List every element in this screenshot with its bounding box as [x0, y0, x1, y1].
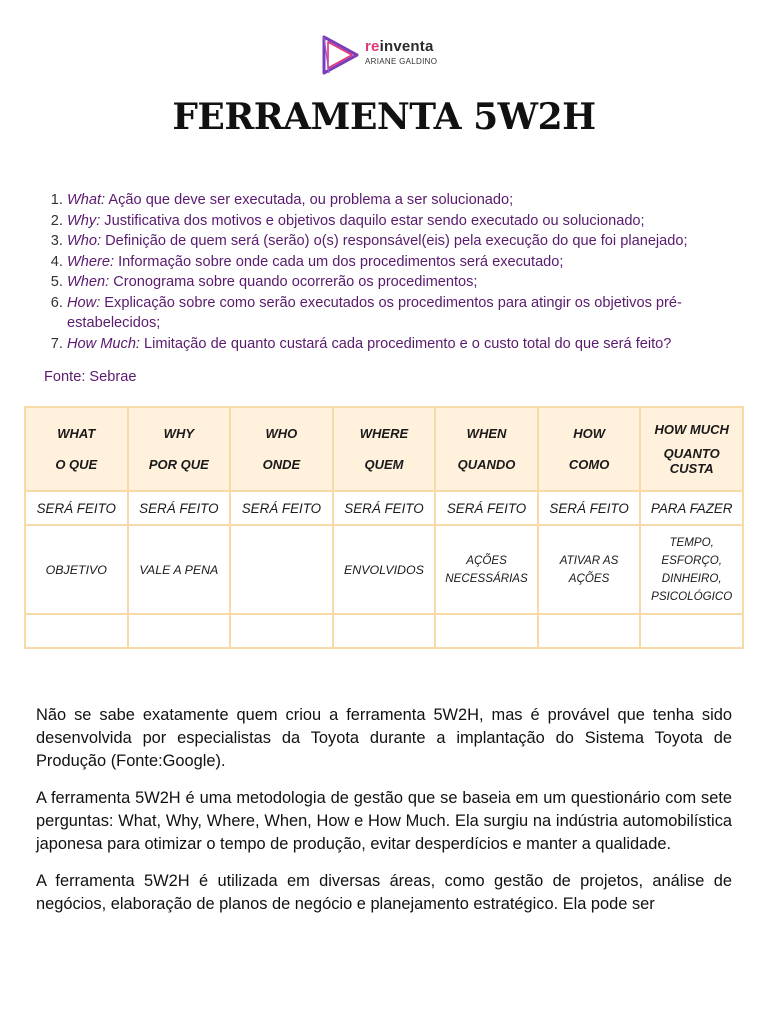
- cell-line: OBJETIVO: [45, 562, 107, 577]
- brand-name: reinventa: [365, 38, 434, 55]
- play-triangle-icon: [320, 34, 360, 76]
- header-pt: ONDE: [262, 457, 301, 472]
- table-header-cell: [435, 407, 538, 491]
- table-cell: [230, 525, 333, 614]
- header-en: HOW MUCH: [654, 422, 729, 437]
- definition-term: Who:: [67, 233, 102, 249]
- table-cell: SERÁ FEITO: [333, 491, 436, 525]
- header-en: WHAT: [57, 426, 96, 441]
- cell-line: ATIVAR AS: [559, 553, 619, 567]
- page-title: FERRAMENTA 5W2H: [172, 96, 596, 138]
- definition-term: How:: [67, 294, 101, 311]
- header-pt: QUEM: [364, 457, 404, 472]
- definition-item: [67, 211, 767, 232]
- header-en: WHO: [265, 426, 298, 441]
- definition-text: Ação que deve ser executada, ou problema a ser solucionado;: [105, 192, 514, 208]
- definition-text: Justificativa dos motivos e objetivos daquilo estar sendo executado ou solucionado;: [100, 212, 645, 229]
- table-header-cell: [230, 407, 333, 491]
- table-cell: [333, 614, 436, 648]
- table-header-row: [25, 407, 743, 491]
- definition-item: [67, 190, 767, 211]
- header-pt: COMO: [568, 457, 610, 472]
- paragraph: A ferramenta 5W2H é utilizada em diversas áreas, como gestão de projetos, análise de negócios, elaboração de planos de negócio e planejamento estratégico. Ela pode ser: [36, 872, 732, 913]
- table-header-cell: [333, 407, 436, 491]
- definition-text: Cronograma sobre quando ocorrerão os procedimentos;: [109, 274, 478, 290]
- definition-text: Informação sobre onde cada um dos procedimentos será executado;: [114, 253, 564, 270]
- cell-line: AÇÕES: [466, 553, 507, 567]
- header-en: WHEN: [466, 426, 507, 441]
- definition-item: [67, 334, 767, 355]
- cell-line: AÇÕES: [568, 571, 610, 585]
- table-cell: [435, 614, 538, 648]
- definition-text: Definição de quem será (serão) o(s) responsável(eis) pela execução do que foi planejado;: [101, 233, 688, 249]
- table-cell: [640, 525, 743, 614]
- definition-term: How Much:: [67, 335, 140, 352]
- brand-subtitle: ARIANE GALDINO: [365, 57, 438, 66]
- header-pt: POR QUE: [148, 457, 209, 472]
- cell-line: PSICOLÓGICO: [651, 589, 733, 603]
- paragraph: Não se sabe exatamente quem criou a ferramenta 5W2H, mas é provável que tenha sido desenvolvida por especialistas da Toyota durante a implantação do Sistema Toyota de Produção (Fonte:Google).: [36, 706, 732, 770]
- brand-logo: [320, 34, 450, 78]
- definition-item: [67, 252, 767, 273]
- cell-line: NECESSÁRIAS: [445, 571, 528, 585]
- table-cell: SERÁ FEITO: [25, 491, 128, 525]
- header-en: WHERE: [359, 426, 409, 441]
- header-pt: QUANTO CUSTA: [663, 446, 720, 476]
- definition-text: Explicação sobre como serão executados os procedimentos para atingir os objetivos pré-estabelecidos;: [67, 294, 682, 331]
- definition-item: [67, 231, 767, 252]
- header-en: WHY: [163, 426, 195, 441]
- cell-line: ESFORÇO,: [661, 553, 722, 567]
- cell-line: ENVOLVIDOS: [344, 562, 424, 577]
- definitions-list: [42, 190, 767, 354]
- paragraph: A ferramenta 5W2H é uma metodologia de gestão que se baseia em um questionário com sete perguntas: What, Why, Where, When, How e How Much. Ela surgiu na indústria automobilística japonesa para otimizar o tempo de produção, evitar desperdícios e manter a qualidade.: [36, 789, 732, 853]
- definition-term: Why:: [67, 212, 101, 229]
- source-note: Fonte: Sebrae: [44, 369, 137, 385]
- table-cell: SERÁ FEITO: [230, 491, 333, 525]
- table-header-cell: [640, 407, 743, 491]
- 5w2h-table: [24, 406, 744, 649]
- table-header-cell: [25, 407, 128, 491]
- table-cell: [230, 614, 333, 648]
- table-cell: [538, 525, 641, 614]
- table-cell: SERÁ FEITO: [128, 491, 231, 525]
- table-row: [25, 614, 743, 648]
- table-cell: [538, 614, 641, 648]
- header-pt: QUANDO: [457, 457, 516, 472]
- table-cell: [128, 614, 231, 648]
- cell-line: TEMPO,: [669, 535, 714, 549]
- definition-term: Where:: [67, 253, 115, 270]
- table-cell: PARA FAZER: [640, 491, 743, 525]
- table-cell: [25, 525, 128, 614]
- table-row: [25, 525, 743, 614]
- definition-item: [67, 272, 767, 293]
- definition-term: When:: [67, 274, 110, 290]
- body-text: [36, 704, 732, 930]
- definition-term: What:: [67, 192, 106, 208]
- cell-line: VALE A PENA: [139, 562, 219, 577]
- table-row: [25, 491, 743, 525]
- table-cell: [435, 525, 538, 614]
- table-header-cell: [538, 407, 641, 491]
- table-cell: SERÁ FEITO: [538, 491, 641, 525]
- definition-text: Limitação de quanto custará cada procedimento e o custo total do que será feito?: [140, 335, 672, 352]
- header-en: HOW: [573, 426, 605, 441]
- cell-line: DINHEIRO,: [661, 571, 722, 585]
- table-cell: [333, 525, 436, 614]
- header-pt: O QUE: [55, 457, 98, 472]
- definition-item: [67, 293, 767, 334]
- table-cell: [128, 525, 231, 614]
- table-cell: [640, 614, 743, 648]
- table-cell: [25, 614, 128, 648]
- table-header-cell: [128, 407, 231, 491]
- table-cell: SERÁ FEITO: [435, 491, 538, 525]
